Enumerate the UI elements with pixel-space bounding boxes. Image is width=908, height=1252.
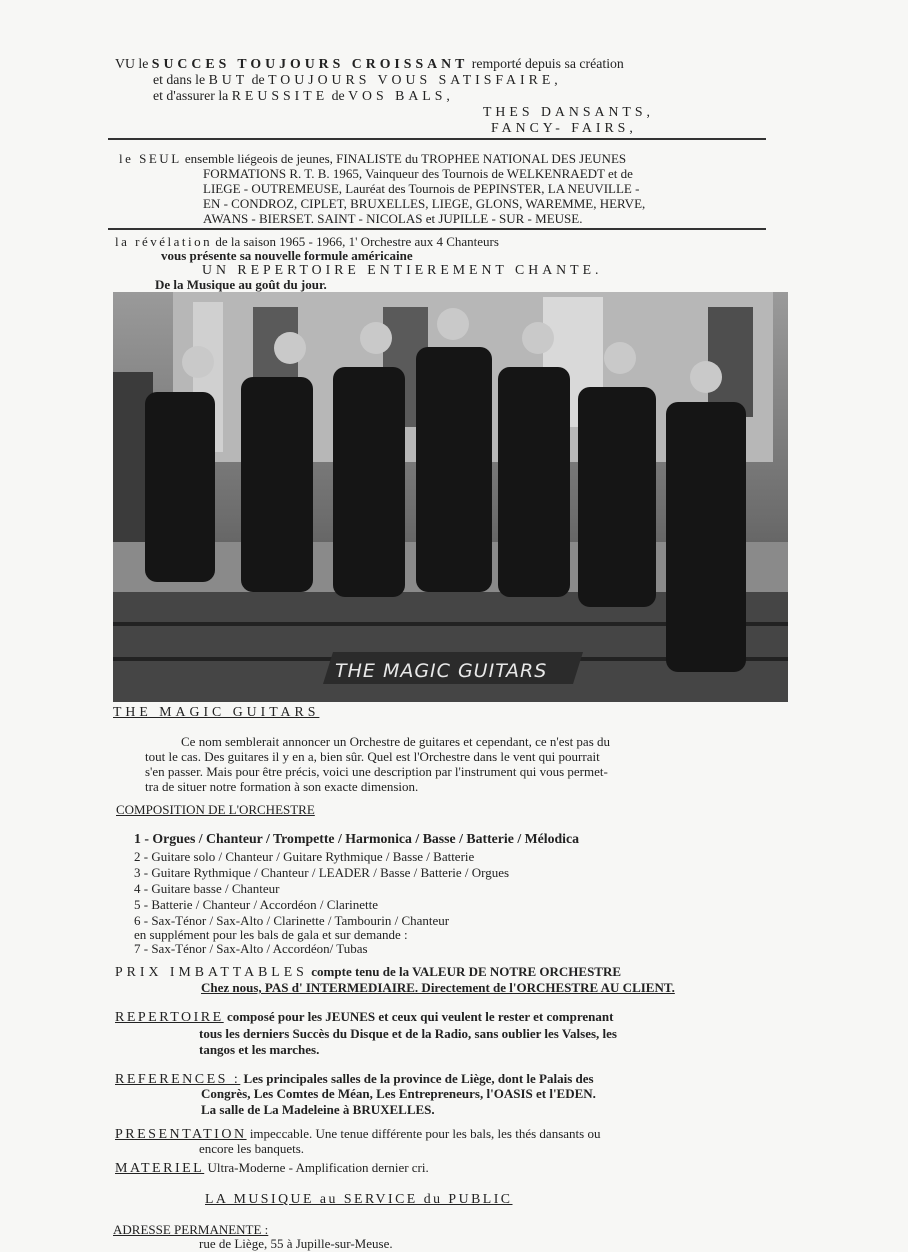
presentation-text: impeccable. Une tenue différente pour les bals, les thés dansants ou xyxy=(249,1126,601,1141)
composition-item-4: 4 - Guitare basse / Chanteur xyxy=(134,881,280,896)
band-photo-illustration xyxy=(113,292,788,702)
repertoire-line-1 xyxy=(115,1009,613,1026)
materiel-line xyxy=(115,1160,429,1177)
magic-paragraph-1: Ce nom semblerait annoncer un Orchestre de guitares et cependant, ce n'est pas du xyxy=(181,734,611,749)
composition-item-2: 2 - Guitare solo / Chanteur / Guitare Rythmique / Basse / Batterie xyxy=(134,849,475,864)
seul-line-2: FORMATIONS R. T. B. 1965, Vainqueur des Tournois de WELKENRAEDT et de xyxy=(203,166,633,181)
references-text: Les principales salles de la province de Liège, dont le Palais des xyxy=(243,1071,594,1086)
divider xyxy=(108,138,766,140)
seul-line-1 xyxy=(119,151,626,167)
header-text: BUT xyxy=(208,72,249,87)
header-text: et dans le xyxy=(153,72,206,87)
prix-label: PRIX IMBATTABLES xyxy=(115,964,308,979)
photo-caption: THE MAGIC GUITARS xyxy=(335,660,548,682)
presentation-line-1 xyxy=(115,1126,600,1143)
presentation-label: PRESENTATION xyxy=(115,1127,247,1142)
seul-line-3: LIEGE - OUTREMEUSE, Lauréat des Tournois de PEPINSTER, LA NEUVILLE - xyxy=(203,181,640,196)
seul-text: ensemble liégeois de jeunes, FINALISTE du TROPHEE NATIONAL DES JEUNES xyxy=(184,151,627,166)
header-text: de xyxy=(251,72,265,87)
composition-item-6: 6 - Sax-Ténor / Sax-Alto / Clarinette / Tambourin / Chanteur xyxy=(134,913,450,928)
header-line-4: THES DANSANTS, xyxy=(483,104,654,119)
revelation-text: la révélation xyxy=(115,234,213,249)
prix-line-2: Chez nous, PAS d' INTERMEDIAIRE. Directement de l'ORCHESTRE AU CLIENT. xyxy=(201,980,675,995)
references-label: REFERENCES : xyxy=(115,1072,241,1087)
repertoire-label: REPERTOIRE xyxy=(115,1010,224,1025)
magic-paragraph-3: s'en passer. Mais pour être précis, voici une description par l'instrument qui vous permet- xyxy=(145,764,608,779)
repertoire-line-3: tangos et les marches. xyxy=(199,1042,320,1057)
seul-line-5: AWANS - BIERSET. SAINT - NICOLAS et JUPILLE - SUR - MEUSE. xyxy=(203,211,583,226)
header-text: TOUJOURS VOUS SATISFAIRE, xyxy=(268,72,562,87)
band-photo xyxy=(113,292,788,702)
address-line: rue de Liège, 55 à Jupille-sur-Meuse. xyxy=(199,1236,393,1251)
header-text: SUCCES TOUJOURS CROISSANT xyxy=(151,56,469,71)
header-line-5: FANCY- FAIRS, xyxy=(491,120,637,135)
prix-line-1 xyxy=(115,964,621,980)
presentation-line-2: encore les banquets. xyxy=(199,1141,305,1156)
repertoire-text: composé pour les JEUNES et ceux qui veulent le rester et comprenant xyxy=(226,1009,614,1024)
header-text: et d'assurer la xyxy=(153,88,229,103)
composition-supplement: en supplément pour les bals de gala et sur demande : xyxy=(134,927,408,942)
header-line-3 xyxy=(153,88,454,104)
repertoire-line-2: tous les derniers Succès du Disque et de la Radio, sans oublier les Valses, les xyxy=(199,1026,617,1041)
header-line-1 xyxy=(115,56,624,72)
composition-item-3: 3 - Guitare Rythmique / Chanteur / LEADER / Basse / Batterie / Orgues xyxy=(134,865,510,880)
slogan: LA MUSIQUE au SERVICE du PUBLIC xyxy=(205,1191,513,1206)
composition-item-7: 7 - Sax-Ténor / Sax-Alto / Accordéon/ Tubas xyxy=(134,941,368,956)
prix-text: compte tenu de la VALEUR DE NOTRE ORCHESTRE xyxy=(311,964,622,979)
header-text: REUSSITE xyxy=(231,88,329,103)
revelation-text: de la saison 1965 - 1966, 1' Orchestre aux 4 Chanteurs xyxy=(215,234,499,249)
revelation-line-4: De la Musique au goût du jour. xyxy=(155,277,327,292)
composition-title: COMPOSITION DE L'ORCHESTRE xyxy=(116,802,315,817)
materiel-text: Ultra-Moderne - Amplification dernier cri. xyxy=(207,1160,429,1175)
header-text: VOS BALS, xyxy=(348,88,454,103)
header-text: remporté depuis sa création xyxy=(471,56,624,71)
composition-item-1: 1 - Orgues / Chanteur / Trompette / Harmonica / Basse / Batterie / Mélodica xyxy=(134,831,580,846)
composition-item-5: 5 - Batterie / Chanteur / Accordéon / Clarinette xyxy=(134,897,379,912)
divider xyxy=(108,228,766,230)
magic-title: THE MAGIC GUITARS xyxy=(113,704,320,719)
header-text: VU le xyxy=(115,56,149,71)
header-line-2 xyxy=(153,72,562,88)
seul-line-4: EN - CONDROZ, CIPLET, BRUXELLES, LIEGE, GLONS, WAREMME, HERVE, xyxy=(203,196,646,211)
materiel-label: MATERIEL xyxy=(115,1161,205,1176)
references-line-2: Congrès, Les Comtes de Méan, Les Entrepreneurs, l'OASIS et l'EDEN. xyxy=(201,1086,596,1101)
seul-text: le SEUL xyxy=(119,151,182,166)
header-text: de xyxy=(331,88,345,103)
revelation-line-2: vous présente sa nouvelle formule américaine xyxy=(161,248,413,263)
address-label: ADRESSE PERMANENTE : xyxy=(113,1222,269,1237)
magic-paragraph-4: tra de situer notre formation à son exacte dimension. xyxy=(145,779,419,794)
revelation-line-3: UN REPERTOIRE ENTIEREMENT CHANTE. xyxy=(202,262,603,277)
references-line-3: La salle de La Madeleine à BRUXELLES. xyxy=(201,1102,435,1117)
magic-paragraph-2: tout le cas. Des guitares il y en a, bien sûr. Quel est l'Orchestre dans le vent qui pourrait xyxy=(145,749,600,764)
